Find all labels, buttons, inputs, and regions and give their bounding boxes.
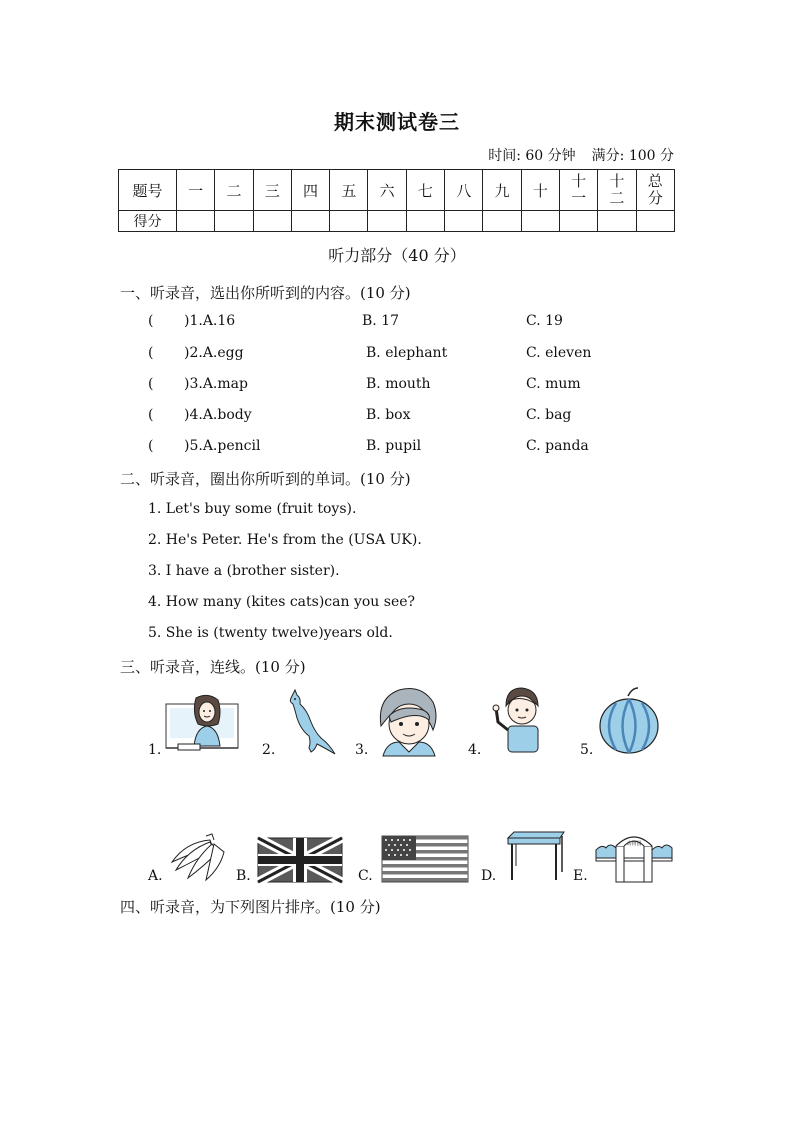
match-label-c: C. <box>358 868 373 884</box>
score-cell[interactable] <box>330 211 368 232</box>
score-cell[interactable] <box>291 211 329 232</box>
option-b: B. 17 <box>362 313 400 329</box>
option-b: B. mouth <box>366 376 431 392</box>
match-label-4: 4. <box>468 742 482 758</box>
score-table-header <box>636 170 674 211</box>
score-table-header: 六 <box>368 170 406 211</box>
option-c: C. panda <box>526 438 589 454</box>
answer-blank[interactable]: ( <box>148 313 154 329</box>
part2-sentence: 3. I have a (brother sister). <box>148 563 340 579</box>
answer-blank[interactable]: ( <box>148 438 154 454</box>
option-b: B. box <box>366 407 411 423</box>
girl-at-desk-icon[interactable] <box>166 694 240 756</box>
score-table-header-row <box>119 170 675 211</box>
watermelon-icon[interactable] <box>598 686 660 756</box>
uk-flag-icon[interactable] <box>258 838 342 882</box>
zoo-gate-sign: 动物园 <box>626 841 642 847</box>
score-table <box>118 169 675 232</box>
score-cell[interactable] <box>598 211 636 232</box>
score-table-header: 四 <box>291 170 329 211</box>
part4-heading: 四、听录音，为下列图片排序。(10 分) <box>120 898 381 916</box>
part2-heading: 二、听录音，圈出你所听到的单词。(10 分) <box>120 470 411 488</box>
score-table-header: 七 <box>406 170 444 211</box>
score-table-row1-label: 题号 <box>119 170 177 211</box>
match-label-b: B. <box>236 868 251 884</box>
part1-heading: 一、听录音，选出你所听到的内容。(10 分) <box>120 284 411 302</box>
boy-pointing-icon[interactable] <box>490 686 546 756</box>
score-table-header: 五 <box>330 170 368 211</box>
score-table-header <box>598 170 636 211</box>
option-b: B. pupil <box>366 438 422 454</box>
part2-sentence: 2. He's Peter. He's from the (USA UK). <box>148 532 422 548</box>
score-cell[interactable] <box>215 211 253 232</box>
score-cell[interactable] <box>636 211 674 232</box>
option-a: )2.A.egg <box>184 345 244 361</box>
score-table-score-row <box>119 211 675 232</box>
score-cell[interactable] <box>177 211 215 232</box>
page-title: 期末测试卷三 <box>334 110 460 134</box>
option-c: C. bag <box>526 407 572 423</box>
match-label-3: 3. <box>355 742 369 758</box>
part3-heading: 三、听录音，连线。(10 分) <box>120 658 306 676</box>
score-cell[interactable] <box>253 211 291 232</box>
answer-blank[interactable]: ( <box>148 345 154 361</box>
score-table-header: 九 <box>483 170 521 211</box>
desk-icon[interactable] <box>504 830 566 882</box>
score-table-header-stacked: 总分 <box>647 172 663 207</box>
match-label-e: E. <box>573 868 588 884</box>
option-a: )3.A.map <box>184 376 248 392</box>
option-a: )4.A.body <box>184 407 252 423</box>
listening-section-title: 听力部分（40 分） <box>328 246 466 265</box>
bananas-icon[interactable] <box>166 832 228 882</box>
score-table-header: 八 <box>445 170 483 211</box>
option-a: )1.A.16 <box>184 313 236 329</box>
zoo-gate-icon[interactable] <box>596 832 672 882</box>
score-cell[interactable] <box>521 211 559 232</box>
match-label-a: A. <box>148 868 163 884</box>
part2-sentence: 5. She is (twenty twelve)years old. <box>148 625 393 641</box>
match-label-d: D. <box>481 868 497 884</box>
kangaroo-icon[interactable] <box>285 690 337 756</box>
score-table-header-stacked: 十一 <box>571 172 587 207</box>
full-marks: 满分: 100 分 <box>591 148 674 164</box>
option-c: C. 19 <box>526 313 563 329</box>
score-table-header <box>559 170 597 211</box>
match-label-2: 2. <box>262 742 276 758</box>
match-label-5: 5. <box>580 742 594 758</box>
score-table-header: 一 <box>177 170 215 211</box>
score-cell[interactable] <box>559 211 597 232</box>
part2-sentence: 1. Let's buy some (fruit toys). <box>148 501 357 517</box>
time-limit: 时间: 60 分钟 <box>488 148 576 164</box>
score-cell[interactable] <box>445 211 483 232</box>
score-cell[interactable] <box>483 211 521 232</box>
score-table-header-stacked: 十二 <box>609 172 625 207</box>
score-table-header: 二 <box>215 170 253 211</box>
option-c: C. mum <box>526 376 581 392</box>
score-table-row2-label: 得分 <box>119 211 177 232</box>
time-info <box>472 145 674 165</box>
score-cell[interactable] <box>368 211 406 232</box>
option-a: )5.A.pencil <box>184 438 261 454</box>
option-b: B. elephant <box>366 345 448 361</box>
usa-flag-icon[interactable] <box>382 836 468 882</box>
match-label-1: 1. <box>148 742 162 758</box>
score-table-header: 三 <box>253 170 291 211</box>
score-cell[interactable] <box>406 211 444 232</box>
answer-blank[interactable]: ( <box>148 407 154 423</box>
option-c: C. eleven <box>526 345 592 361</box>
part2-sentence: 4. How many (kites cats)can you see? <box>148 594 416 610</box>
boy-portrait-icon[interactable] <box>377 686 439 756</box>
answer-blank[interactable]: ( <box>148 376 154 392</box>
score-table-header: 十 <box>521 170 559 211</box>
